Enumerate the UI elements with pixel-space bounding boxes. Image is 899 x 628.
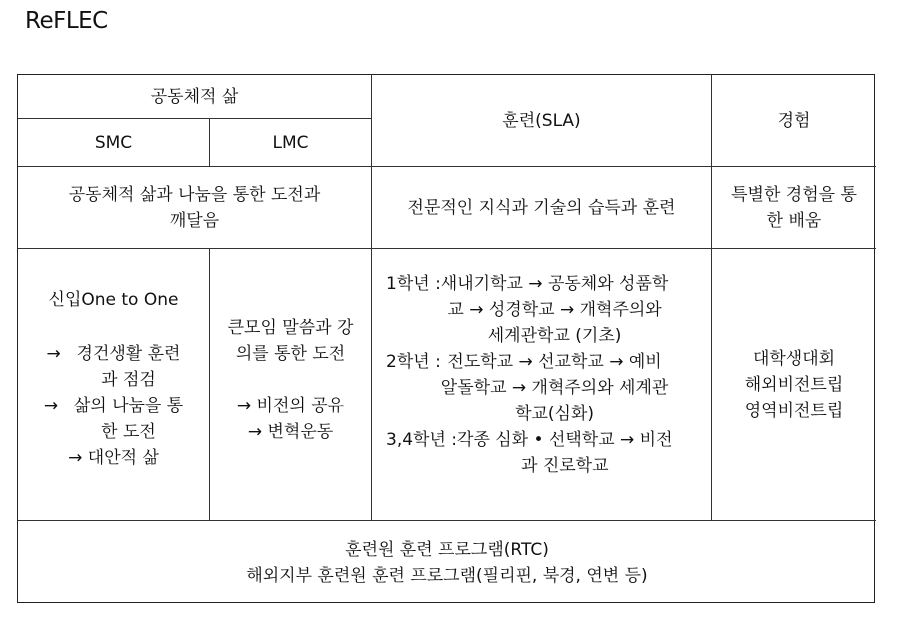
training-line: 교 → 성경학교 → 개혁주의와 xyxy=(447,300,662,320)
lmc-item: → 비전의 공유 xyxy=(236,396,345,416)
smc-item-text xyxy=(74,393,183,445)
header-smc-label: SMC xyxy=(94,132,133,153)
description-training xyxy=(372,167,712,249)
experience-item: 영역비전트립 xyxy=(744,400,844,421)
rtc-program-row xyxy=(18,521,876,604)
header-lmc xyxy=(210,119,372,167)
smc-last-item: → 대안적 삶 xyxy=(68,448,159,468)
header-training xyxy=(372,75,712,167)
training-detail xyxy=(372,249,712,521)
smc-title: 신입One to One xyxy=(48,290,179,310)
smc-item xyxy=(47,341,181,393)
description-experience-line: 한 배움 xyxy=(766,210,822,231)
training-line: 학교(심화) xyxy=(515,404,595,424)
header-experience xyxy=(712,75,876,167)
experience-item: 대학생대회 xyxy=(752,348,836,369)
header-smc xyxy=(18,119,210,167)
description-experience xyxy=(712,167,876,249)
training-year-label: 3,4학년 : xyxy=(386,430,458,450)
header-lmc-label: LMC xyxy=(272,132,309,153)
rtc-line: 훈련원 훈련 프로그램(RTC) xyxy=(345,539,549,560)
training-year-3-4 xyxy=(386,427,673,479)
description-community-line: 깨달음 xyxy=(169,210,220,231)
training-line: 알돌학교 → 개혁주의와 세계관 xyxy=(440,378,669,398)
smc-content xyxy=(18,249,210,521)
training-year-1 xyxy=(386,271,668,349)
rtc-line: 해외지부 훈련원 훈련 프로그램(필리핀, 북경, 연변 등) xyxy=(246,565,648,586)
training-line: 새내기학교 → 공동체와 성품학 xyxy=(440,274,669,294)
smc-item-line: 삶의 나눔을 통 xyxy=(73,396,184,416)
description-experience-line: 특별한 경험을 통 xyxy=(731,184,857,205)
training-year-label: 1학년 : xyxy=(386,274,441,294)
lmc-content xyxy=(210,249,372,521)
header-community-label: 공동체적 삶 xyxy=(150,86,239,107)
smc-item-text xyxy=(77,341,181,393)
experience-detail xyxy=(712,249,876,521)
training-line: 각종 심화 • 선택학교 → 비전 xyxy=(457,430,673,450)
lmc-line: 의를 통한 도전 xyxy=(235,344,346,364)
training-year-2 xyxy=(386,349,668,427)
smc-item-line: 경건생활 훈련 xyxy=(76,344,181,364)
training-line: 세계관학교 (기초) xyxy=(487,326,622,346)
arrow-icon: → xyxy=(43,396,59,416)
experience-item: 해외비전트립 xyxy=(744,374,844,395)
training-year-text xyxy=(441,271,669,349)
smc-item-line: 한 도전 xyxy=(101,422,156,442)
document-title: ReFLEC xyxy=(25,8,108,34)
lmc-line: 큰모임 말씀과 강 xyxy=(227,318,354,338)
training-line: 전도학교 → 선교학교 → 예비 xyxy=(447,352,662,372)
header-training-label: 훈련(SLA) xyxy=(502,110,581,131)
header-experience-label: 경험 xyxy=(777,110,811,131)
smc-item xyxy=(44,393,183,445)
smc-item-line: 과 점검 xyxy=(101,370,156,390)
arrow-icon: → xyxy=(46,344,61,364)
lmc-item: → 변혁운동 xyxy=(247,422,334,442)
header-community-life xyxy=(18,75,372,119)
training-year-label: 2학년 : xyxy=(386,352,441,372)
training-line: 과 진로학교 xyxy=(521,456,609,476)
reflec-table xyxy=(17,74,875,603)
description-community-line: 공동체적 삶과 나눔을 통한 도전과 xyxy=(68,184,321,205)
training-year-text xyxy=(441,349,669,427)
description-community xyxy=(18,167,372,249)
training-year-text xyxy=(457,427,673,479)
description-training-text: 전문적인 지식과 기술의 습득과 훈련 xyxy=(407,197,676,218)
